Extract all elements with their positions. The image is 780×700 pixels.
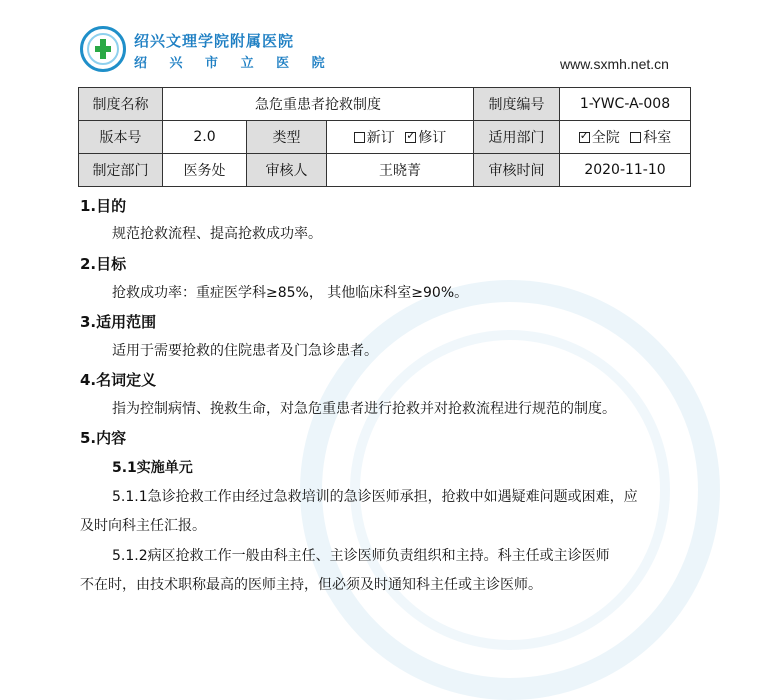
- section-goal-text: 抢救成功率：重症医学科≥85%， 其他临床科室≥90%。: [112, 285, 469, 301]
- type-options: [327, 121, 474, 154]
- label-version: 版本号: [79, 121, 163, 154]
- label-issuing-dept: 制定部门: [79, 154, 163, 187]
- clause-5-1-1-line2: 及时向科主任汇报。: [80, 518, 206, 534]
- section-definition-title: 4.名词定义: [80, 371, 157, 389]
- label-reviewer: 审核人: [247, 154, 327, 187]
- label-policy-name: 制度名称: [79, 88, 163, 121]
- hospital-name: 绍兴文理学院附属医院: [134, 32, 295, 50]
- policy-code: 1-YWC-A-008: [560, 88, 691, 121]
- section-definition-text: 指为控制病情、挽救生命，对急危重患者进行抢救并对抢救流程进行规范的制度。: [112, 401, 616, 417]
- checkbox-whole-hospital[interactable]: [579, 132, 590, 143]
- policy-name: 急危重患者抢救制度: [163, 88, 474, 121]
- section-scope-text: 适用于需要抢救的住院患者及门急诊患者。: [112, 343, 378, 359]
- checkbox-revise[interactable]: [405, 132, 416, 143]
- section-goal-title: 2.目标: [80, 255, 127, 273]
- label-policy-code: 制度编号: [474, 88, 560, 121]
- hospital-name-alt: 绍 兴 市 立 医 院: [134, 56, 334, 71]
- dept-whole-label: 全院: [591, 130, 620, 146]
- table-row: [79, 88, 691, 121]
- issuing-dept: 医务处: [163, 154, 247, 187]
- checkbox-new[interactable]: [354, 132, 365, 143]
- section-purpose-title: 1.目的: [80, 197, 127, 215]
- type-new-label: 新订: [366, 130, 395, 146]
- clause-5-1-2-line2: 不在时，由技术职称最高的医师主持，但必须及时通知科主任或主诊医师。: [80, 577, 542, 593]
- hospital-logo-icon: [80, 26, 126, 72]
- label-type: 类型: [247, 121, 327, 154]
- subsection-unit-title: 5.1实施单元: [112, 460, 193, 476]
- table-row: [79, 154, 691, 187]
- dept-options: [560, 121, 691, 154]
- hospital-url: www.sxmh.net.cn: [560, 56, 669, 72]
- document-meta-table: [78, 87, 691, 187]
- table-row: [79, 121, 691, 154]
- clause-5-1-1-line1: 5.1.1急诊抢救工作由经过急救培训的急诊医师承担，抢救中如遇疑难问题或困难，应: [112, 489, 638, 505]
- version-value: 2.0: [163, 121, 247, 154]
- section-content-title: 5.内容: [80, 429, 127, 447]
- section-purpose-text: 规范抢救流程、提高抢救成功率。: [112, 226, 322, 242]
- label-review-date: 审核时间: [474, 154, 560, 187]
- reviewer-name: 王晓菁: [327, 154, 474, 187]
- document-header: [0, 0, 780, 86]
- dept-dept-label: 科室: [643, 130, 672, 146]
- section-scope-title: 3.适用范围: [80, 313, 157, 331]
- label-applicable-dept: 适用部门: [474, 121, 560, 154]
- clause-5-1-2-line1: 5.1.2病区抢救工作一般由科主任、主诊医师负责组织和主持。科主任或主诊医师: [112, 548, 610, 564]
- review-date: 2020-11-10: [560, 154, 691, 187]
- checkbox-department[interactable]: [630, 132, 641, 143]
- type-revise-label: 修订: [418, 130, 447, 146]
